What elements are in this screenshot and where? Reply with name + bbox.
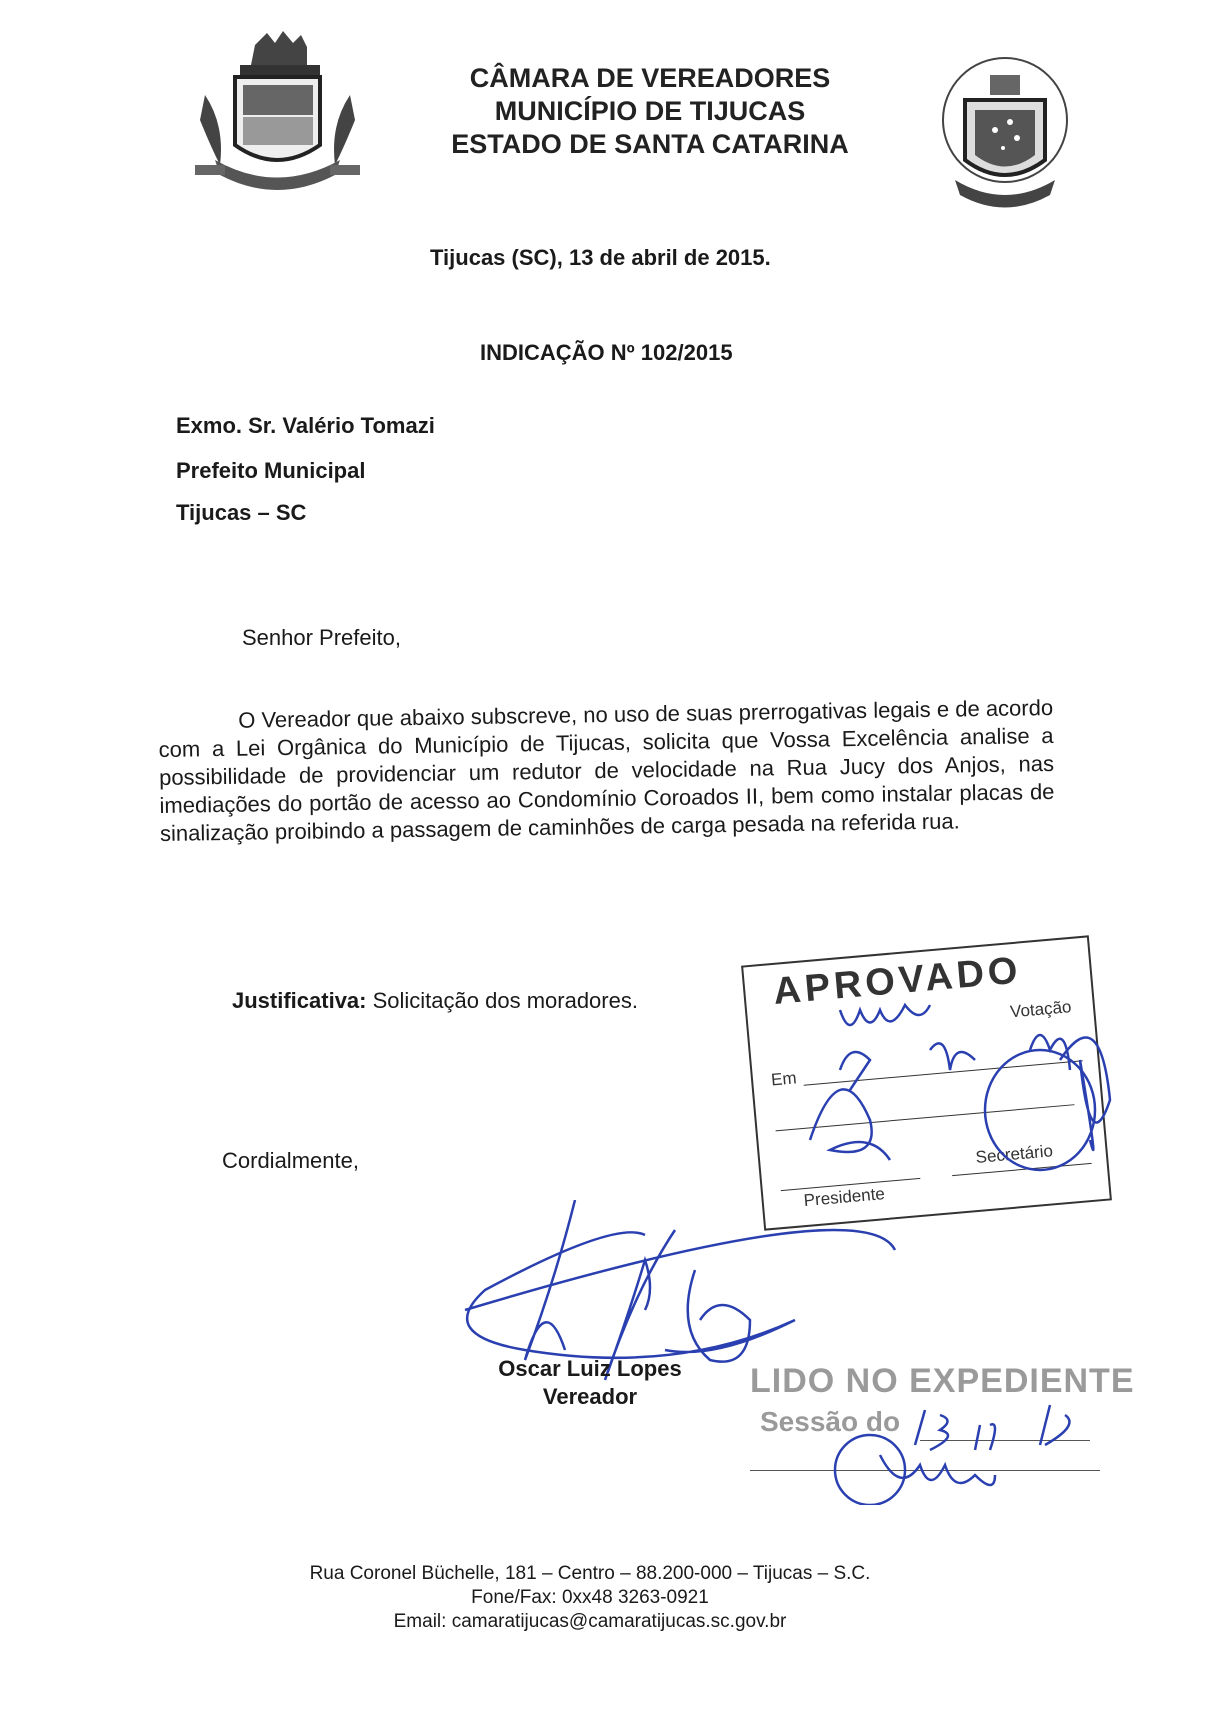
footer-address: Rua Coronel Büchelle, 181 – Centro – 88.200-000 – Tijucas – S.C. [309, 1563, 871, 1584]
approved-stamp-secretario-label: Secretário [974, 1141, 1054, 1167]
greeting: Senhor Prefeito, [242, 625, 401, 650]
legislative-power-seal-logo [935, 50, 1075, 215]
footer-email: Email: camaratijucas@camaratijucas.sc.gov.br [393, 1611, 787, 1632]
municipal-coat-of-arms-logo [195, 25, 360, 200]
body-text: O Vereador que abaixo subscreve, no uso de suas prerrogativas legais e de acordo com a Lei Orgânica do Município de Tijucas, solicita que Vossa Excelência analise a possibilidade de providenciar um redutor de velocidade na Rua Jucy dos Anjos, nas imediações do portão de acesso ao Condomínio Coroados II, bem como instalar placas de sinalização proibindo a passagem de caminhões de carga pesada na referida rua. [158, 694, 1055, 846]
recipient-title: Prefeito Municipal [176, 458, 366, 483]
justification-label: Justificativa: [232, 988, 367, 1013]
footer-phone: Fone/Fax: 0xx48 3263-0921 [471, 1587, 709, 1608]
header-line-3: ESTADO DE SANTA CATARINA [451, 129, 849, 159]
recipient-city: Tijucas – SC [176, 500, 307, 525]
read-stamp-session-label: Sessão do [760, 1406, 901, 1437]
document-date: Tijucas (SC), 13 de abril de 2015. [430, 245, 771, 270]
approved-stamp-votacao-label: Votação [1009, 997, 1073, 1022]
signer-block [470, 1355, 710, 1411]
read-stamp-handwriting [830, 1395, 1100, 1505]
read-stamp-title: LIDO NO EXPEDIENTE [750, 1362, 1135, 1400]
recipient-name: Exmo. Sr. Valério Tomazi [176, 413, 435, 438]
approved-stamp-handwriting [740, 940, 1140, 1240]
header-line-2: MUNICÍPIO DE TIJUCAS [494, 96, 806, 126]
signer-role: Vereador [542, 1384, 638, 1409]
approved-stamp-presidente-label: Presidente [802, 1184, 886, 1211]
closing: Cordialmente, [222, 1148, 359, 1173]
header-line-1: CÂMARA DE VEREADORES [469, 63, 831, 93]
justification [232, 988, 638, 1014]
justification-text: Solicitação dos moradores. [366, 988, 638, 1013]
approved-stamp-title: APROVADO [771, 949, 1024, 1013]
document-number: INDICAÇÃO Nº 102/2015 [480, 340, 733, 365]
footer [250, 1562, 930, 1634]
signer-name: Oscar Luiz Lopes [498, 1356, 682, 1381]
chamber-header [420, 62, 880, 161]
approved-stamp-em-label: Em [770, 1068, 798, 1090]
body-paragraph [158, 694, 1055, 848]
